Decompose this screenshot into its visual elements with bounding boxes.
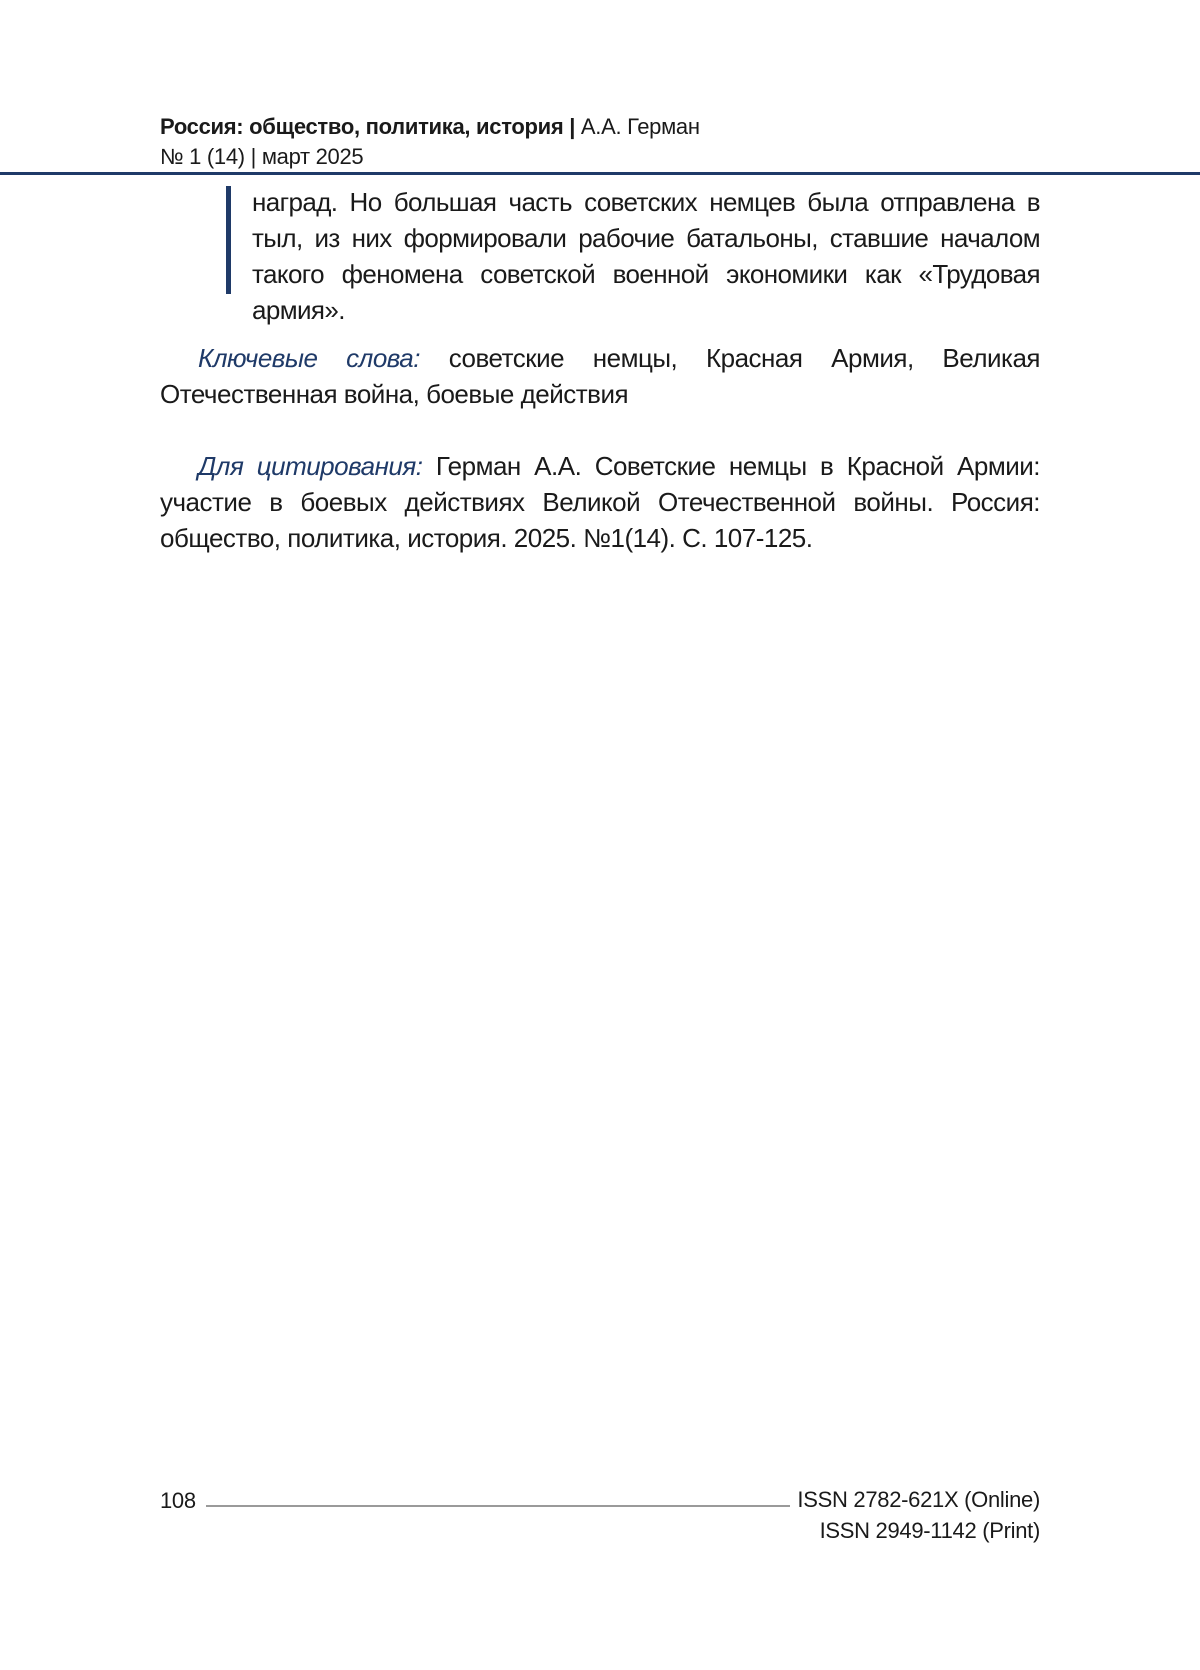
issn-print: ISSN 2949-1142 (Print) bbox=[819, 1518, 1040, 1543]
abstract-continuation bbox=[226, 184, 1040, 328]
header-divider bbox=[0, 172, 1200, 175]
header-title-line bbox=[160, 112, 700, 142]
issue-info: № 1 (14) | март 2025 bbox=[160, 144, 364, 169]
abstract-accent-bar bbox=[226, 186, 231, 294]
citation-paragraph bbox=[160, 448, 1040, 556]
issn-online: ISSN 2782-621X (Online) bbox=[797, 1487, 1040, 1512]
journal-title: Россия: общество, политика, история | bbox=[160, 114, 576, 139]
footer-divider bbox=[206, 1505, 790, 1507]
keywords-label: Ключевые слова: bbox=[198, 343, 420, 373]
page-number: 108 bbox=[160, 1488, 196, 1513]
citation-text: Герман А.А. Советские немцы в Красной Армии: участие в боевых действиях Великой Отечественной войны. Россия: общество, политика, история. 2025. №1(14). С. 107-125. bbox=[160, 451, 1040, 553]
running-header bbox=[160, 112, 700, 172]
header-author: А.А. Герман bbox=[575, 114, 700, 139]
citation-label: Для цитирования: bbox=[198, 451, 423, 481]
footer-issn bbox=[797, 1484, 1040, 1546]
keywords-paragraph bbox=[160, 340, 1040, 412]
keywords-text: советские немцы, Красная Армия, Великая Отечественная война, боевые действия bbox=[160, 343, 1041, 409]
abstract-text: наград. Но большая часть советских немцев была отправлена в тыл, из них формировали рабочие батальоны, ставшие началом такого феномена советской военной экономики как «Трудовая армия». bbox=[252, 187, 1040, 325]
